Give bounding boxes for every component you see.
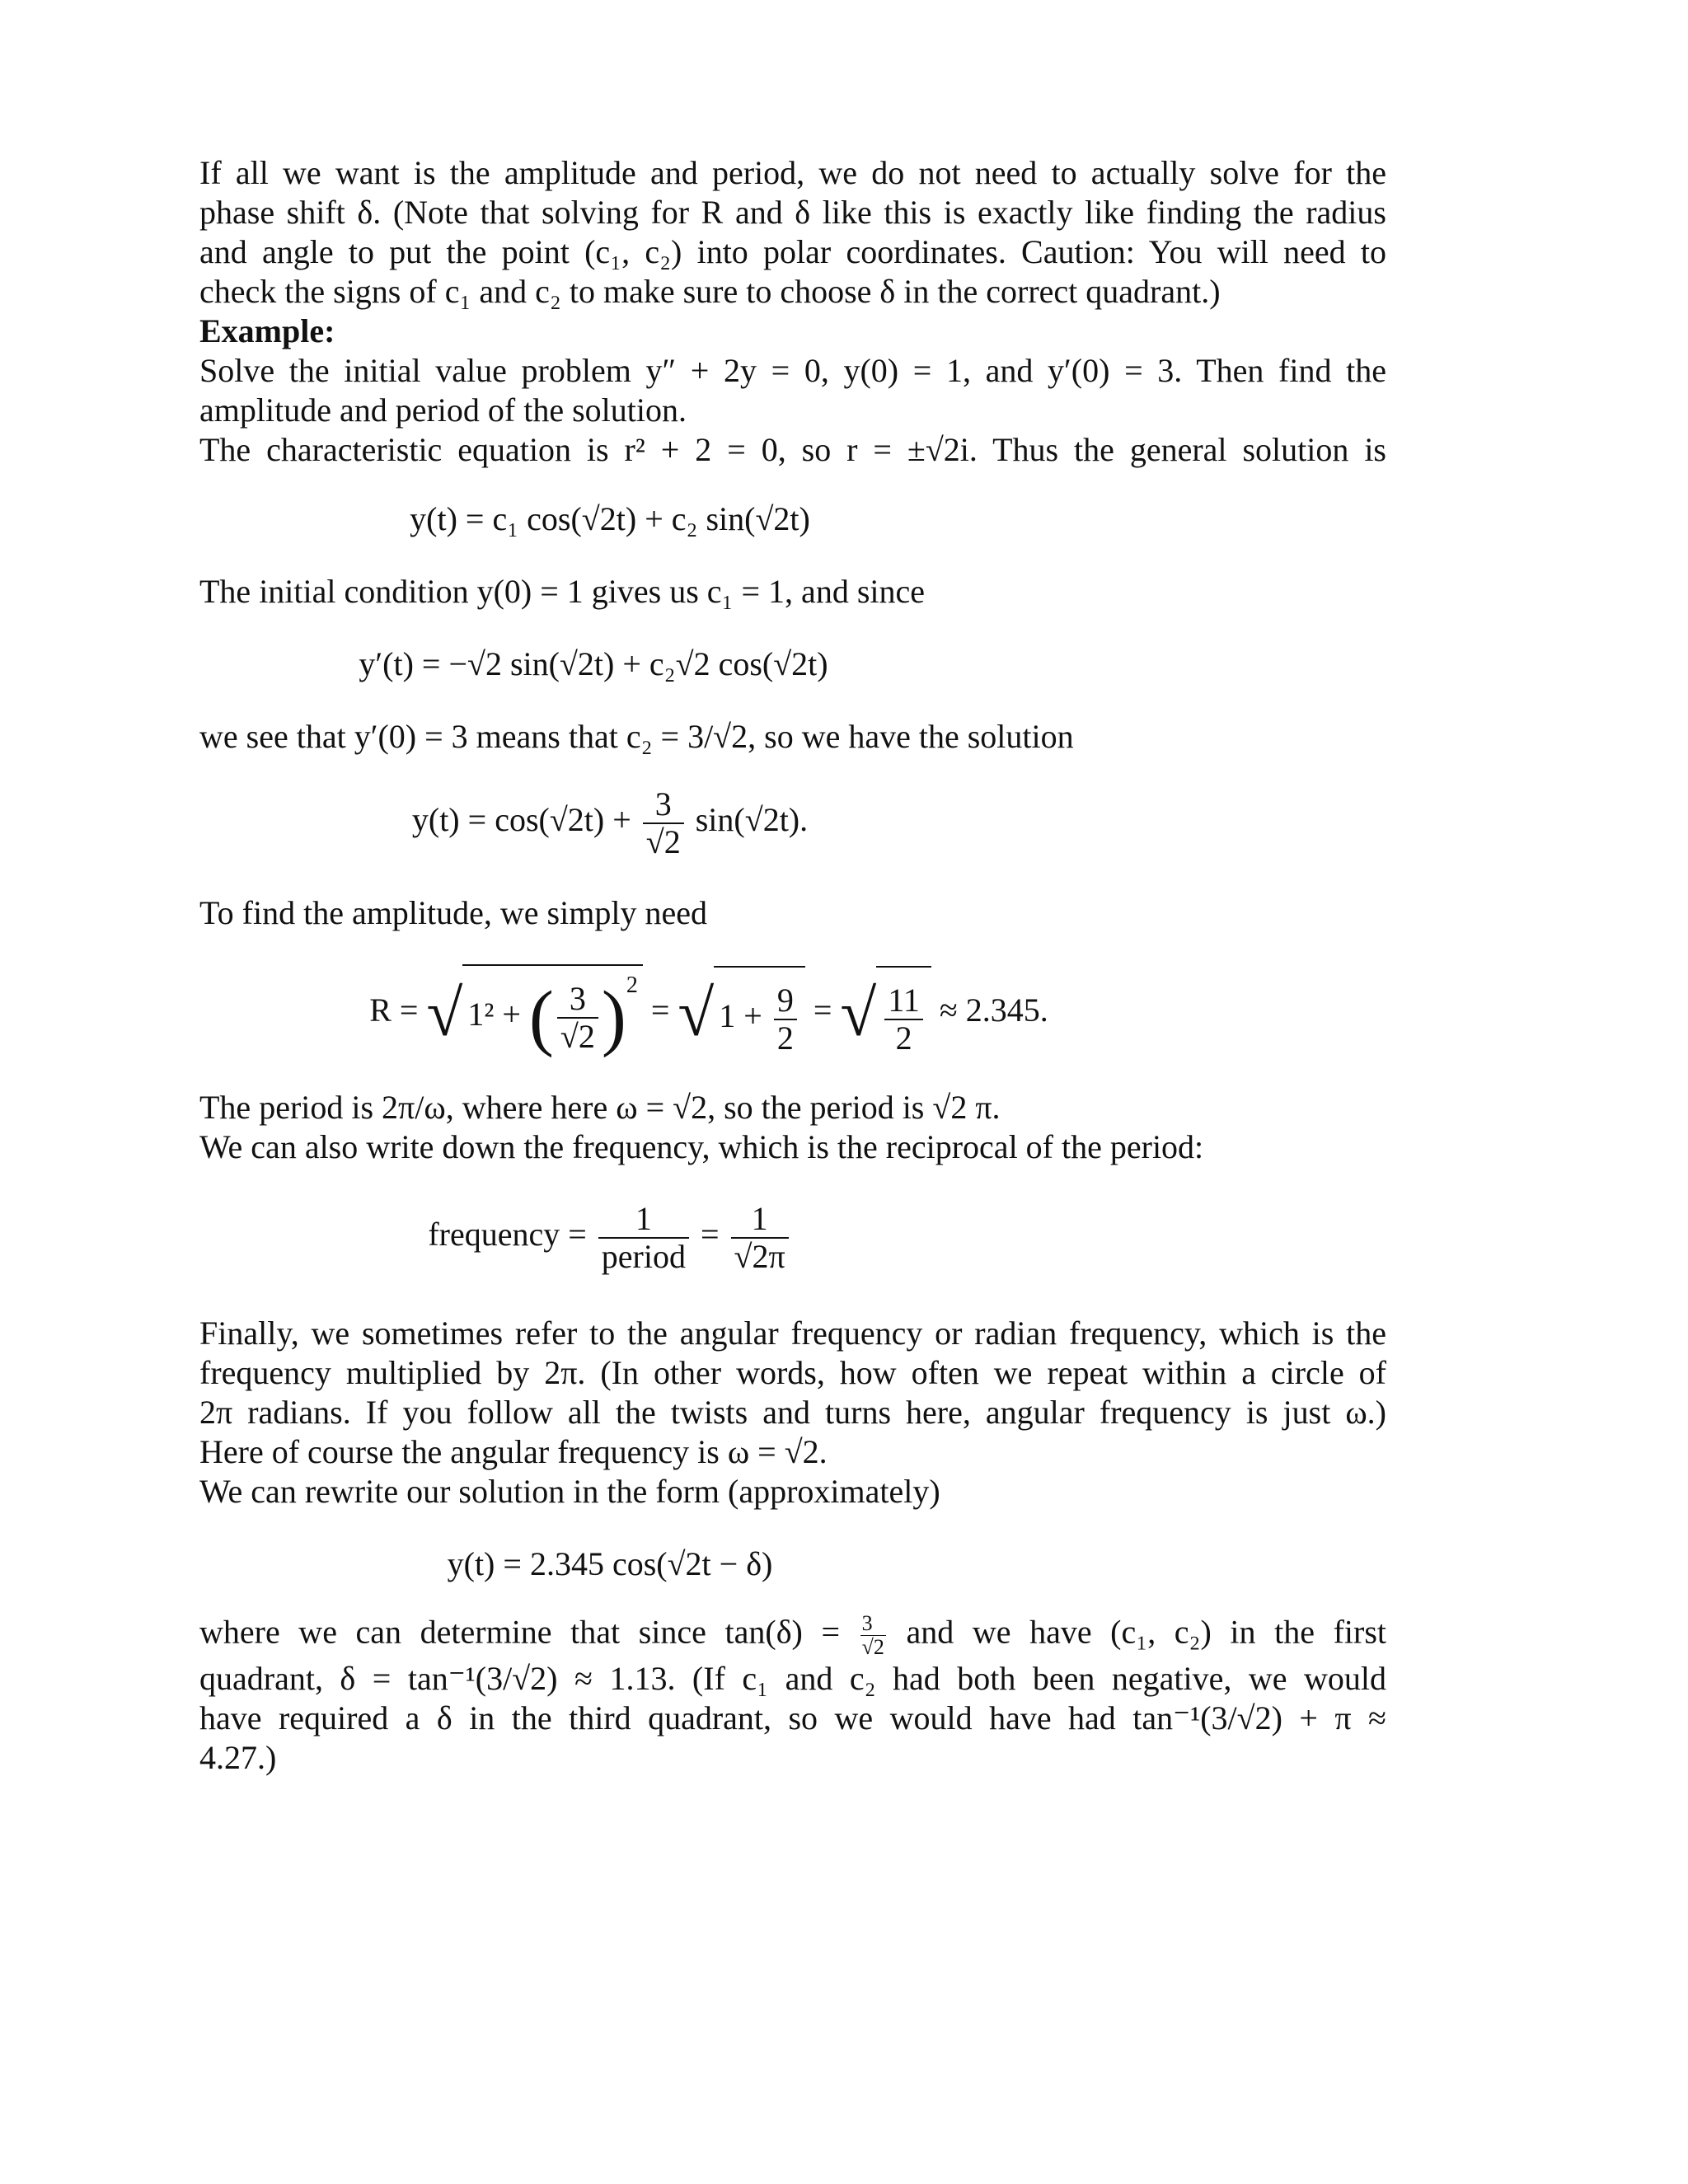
text-line: The period is 2π/ω, where here ω = √2, so the period is √2 π.	[199, 1089, 1001, 1126]
fraction	[598, 1201, 689, 1275]
text-line: phase shift δ. (Note that solving for R and δ like this is exactly like finding the radius	[199, 194, 1386, 231]
eq-right: sin(√2t).	[695, 801, 809, 838]
text-part: where we can determine that since tan(δ) =	[199, 1613, 841, 1651]
text-c2	[199, 717, 1386, 757]
angular-frequency-paragraph	[199, 1314, 1386, 1511]
equals-sign: =	[700, 1216, 720, 1253]
example-section	[199, 312, 1386, 470]
text-line: 2π radians. If you follow all the twists and turns here, angular frequency is just ω.)	[199, 1394, 1386, 1431]
text-period	[199, 1088, 1386, 1167]
fraction-denominator: 2	[776, 1019, 794, 1057]
text-line: quadrant, δ = tan⁻¹(3/√2) ≈ 1.13. (If c₁ and c₂ had both been negative, we would	[199, 1660, 1386, 1697]
fraction	[884, 982, 923, 1057]
exponent: 2	[626, 972, 638, 998]
text-line: amplitude and period of the solution.	[199, 391, 687, 429]
fraction	[860, 1612, 886, 1659]
fraction-denominator: √2	[645, 823, 681, 860]
equation-amplitude: R = √ 1² + ( $\frac{3}{√2}$ )$^2$ = √ 1 + $\frac{9}{2}$ = √ $\frac{11}{2}$ ≈ 2.345.	[198, 964, 1220, 1063]
fraction-numerator: 1	[598, 1201, 689, 1239]
eq-lhs: frequency =	[428, 1216, 587, 1253]
eq-left: y(t) = cos(√2t) +	[411, 801, 631, 838]
approximation: ≈ 2.345.	[939, 991, 1048, 1029]
equals-sign: =	[650, 991, 670, 1029]
eq-part: 1 +	[719, 996, 762, 1034]
fraction	[774, 982, 797, 1057]
text-part: and we have (c₁, c₂) in the first	[906, 1613, 1387, 1651]
intro-paragraph	[199, 153, 1386, 312]
fraction-denominator: √2π	[734, 1237, 785, 1275]
text-line: The characteristic equation is r² + 2 = 0, so r = ±√2i. Thus the general solution is	[199, 431, 1386, 468]
text-line	[199, 1612, 1386, 1659]
equation-particular-solution	[198, 783, 1022, 860]
text-line: The initial condition y(0) = 1 gives us c₁ = 1, and since	[199, 573, 925, 610]
fraction-numerator: 9	[774, 982, 797, 1020]
fraction-numerator: 3	[557, 981, 598, 1019]
text-line: frequency multiplied by 2π. (In other words, how often we repeat within a circle of	[199, 1354, 1386, 1391]
text-amplitude	[199, 893, 1386, 933]
fraction-denominator: period	[601, 1237, 686, 1275]
fraction-denominator: 2	[895, 1019, 912, 1057]
fraction	[643, 786, 684, 860]
radical-1: 1² + ( $\frac{3}{√2}$ )$^2$	[462, 964, 642, 1063]
fraction-numerator: 1	[731, 1201, 789, 1239]
text-line: have required a δ in the third quadrant, so we would have had tan⁻¹(3/√2) + π ≈	[199, 1699, 1386, 1736]
radical-3	[876, 966, 931, 1062]
fraction-numerator: 3	[860, 1612, 886, 1636]
radical-2	[714, 966, 805, 1062]
text-line: Here of course the angular frequency is ω = √2.	[199, 1433, 828, 1470]
fraction-denominator: √2	[560, 1017, 595, 1055]
text-line: We can rewrite our solution in the form (approximately)	[199, 1473, 940, 1510]
fraction-numerator: 11	[884, 982, 923, 1020]
text-line: If all we want is the amplitude and period, we do not need to actually solve for the	[199, 154, 1386, 191]
equation-derivative: y′(t) = −√2 sin(√2t) + c₂√2 cos(√2t)	[359, 645, 828, 682]
equation-rewritten-solution: y(t) = 2.345 cos(√2t − δ)	[447, 1545, 773, 1582]
text-line: Finally, we sometimes refer to the angular frequency or radian frequency, which is the	[199, 1315, 1386, 1352]
text-line: To find the amplitude, we simply need	[199, 894, 707, 931]
text-line: 4.27.)	[199, 1739, 277, 1776]
equation-frequency	[198, 1193, 1022, 1276]
fraction-denominator: √2	[861, 1635, 884, 1659]
fraction	[731, 1201, 789, 1275]
text-initial-condition	[199, 572, 1386, 612]
text-line: Solve the initial value problem y″ + 2y = 0, y(0) = 1, and y′(0) = 3. Then find the	[199, 352, 1386, 389]
final-paragraph	[199, 1612, 1386, 1778]
text-line: check the signs of c₁ and c₂ to make sure to choose δ in the correct quadrant.)	[199, 273, 1221, 310]
fraction	[557, 981, 598, 1055]
equals-sign: =	[813, 991, 832, 1029]
fraction-numerator: 3	[643, 786, 684, 824]
text-line: We can also write down the frequency, which is the reciprocal of the period:	[199, 1128, 1204, 1165]
text-line: we see that y′(0) = 3 means that c₂ = 3/√2, so we have the solution	[199, 718, 1074, 755]
equation-general-solution: y(t) = c₁ cos(√2t) + c₂ sin(√2t)	[410, 500, 810, 537]
eq-part: 1² +	[467, 996, 521, 1033]
example-heading: Example:	[199, 312, 335, 349]
text-line: and angle to put the point (c₁, c₂) into polar coordinates. Caution: You will need to	[199, 233, 1386, 270]
eq-lhs: R =	[369, 991, 419, 1029]
